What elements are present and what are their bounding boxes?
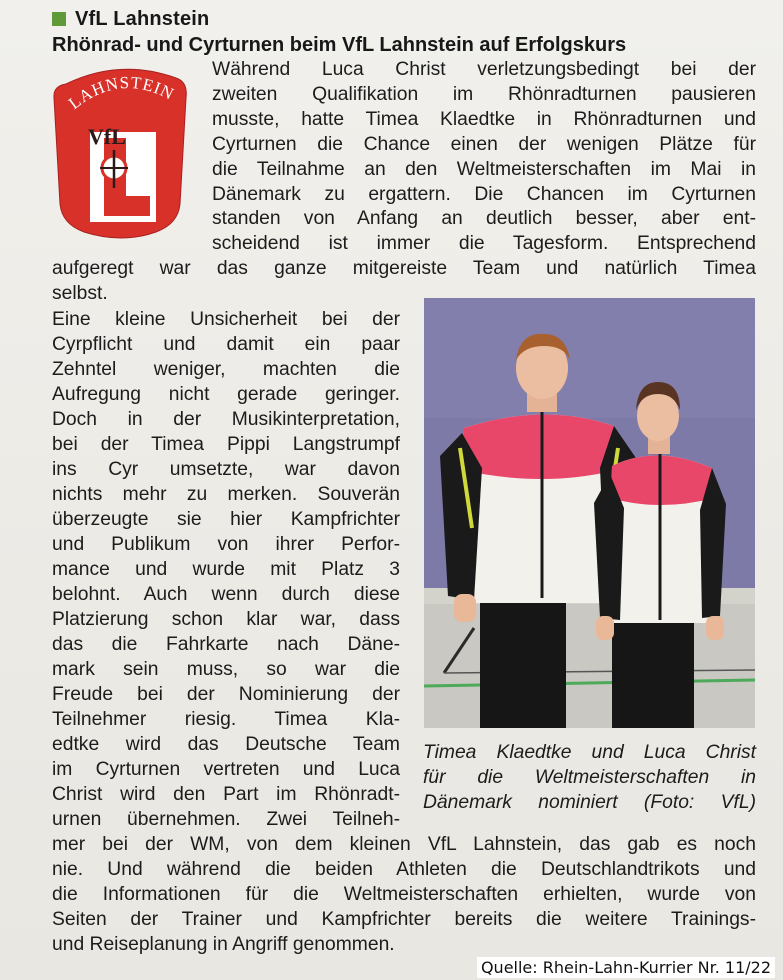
text-line: im Cyrturnen vertreten und Luca xyxy=(52,758,400,780)
text-line: mance und wurde mit Platz 3 xyxy=(52,558,400,580)
text-line: Dänemark zu ergattern. Die Chancen im Cyrturnen xyxy=(212,183,756,205)
logo-arc-text: LAHNSTEIN xyxy=(65,72,178,114)
text-line: die Informationen für die Weltmeisterschaften erhielten, wurde von xyxy=(52,884,756,905)
text-line: die Teilnahme an den Weltmeisterschaften im Mai in xyxy=(212,158,756,180)
text-line: musste, hatte Timea Klaedtke in Rhönradturnen und xyxy=(212,108,756,130)
kicker-text: VfL Lahnstein xyxy=(75,7,210,30)
text-line: zweiten Qualifikation im Rhönradturnen pausieren xyxy=(212,83,756,105)
caption-line: Timea Klaedtke und Luca Christ xyxy=(423,742,756,763)
text-line: mark sein muss, so war die xyxy=(52,658,400,680)
text-line: und Publikum von ihrer Perfor- xyxy=(52,533,400,555)
athletes-photo xyxy=(424,298,755,728)
text-line: Aufregung nicht gerade geringer. xyxy=(52,383,400,405)
text-line: Zehntel weniger, machten die xyxy=(52,358,400,380)
text-line: das die Fahrkarte nach Däne- xyxy=(52,633,400,655)
text-line: Cyrturnen die Chance einen der wenigen Plätze für xyxy=(212,133,756,155)
text-line: und Reiseplanung in Angriff genommen. xyxy=(52,934,395,955)
text-line: überzeugte sie hier Kampfrichter xyxy=(52,508,400,530)
section-kicker xyxy=(52,7,209,31)
text-line: Freude bei der Nominierung der xyxy=(52,683,400,705)
text-line: nie. Und während die beiden Athleten die Deutschlandtrikots und xyxy=(52,859,756,880)
text-line: Eine kleine Unsicherheit bei der xyxy=(52,308,400,330)
green-square-icon xyxy=(52,12,66,26)
text-line: mer bei der WM, von dem kleinen VfL Lahnstein, das gab es noch xyxy=(52,834,756,855)
text-line: nichts mehr zu merken. Souverän xyxy=(52,483,400,505)
text-line: Teilnehmer riesig. Timea Kla- xyxy=(52,708,400,730)
caption-line: Dänemark nominiert (Foto: VfL) xyxy=(423,792,756,813)
text-line: Seiten der Trainer und Kampfrichter bereits die weitere Trainings- xyxy=(52,909,756,930)
text-line: Christ wird den Part im Rhönradt- xyxy=(52,783,400,805)
text-line: aufgeregt war das ganze mitgereiste Team und natürlich Timea xyxy=(52,258,756,279)
text-line: Cyrpflicht und damit ein paar xyxy=(52,333,400,355)
text-line: Platzierung schon klar war, dass xyxy=(52,608,400,630)
text-line: Doch in der Musikinterpretation, xyxy=(52,408,400,430)
text-line: ins Cyr umsetzte, war davon xyxy=(52,458,400,480)
text-line: belohnt. Auch wenn durch diese xyxy=(52,583,400,605)
source-credit: Quelle: Rhein-Lahn-Kurrier Nr. 11/22 xyxy=(477,957,775,978)
text-line: urnen übernehmen. Zwei Teilneh- xyxy=(52,808,400,830)
text-line: standen von Anfang an deutlich besser, aber ent- xyxy=(212,208,756,230)
caption-line: für die Weltmeisterschaften in xyxy=(423,767,756,788)
logo-club-text: VfL xyxy=(88,124,126,149)
vfl-lahnstein-logo xyxy=(52,64,188,244)
text-line: Während Luca Christ verletzungsbedingt bei der xyxy=(212,59,756,80)
text-line: edtke wird das Deutsche Team xyxy=(52,733,400,755)
article-headline: Rhönrad- und Cyrturnen beim VfL Lahnstein auf Erfolgskurs xyxy=(52,34,627,56)
text-line: scheidend ist immer die Tagesform. Entsprechend xyxy=(212,233,756,255)
text-line: selbst. xyxy=(52,282,108,304)
text-line: bei der Timea Pippi Langstrumpf xyxy=(52,433,400,455)
